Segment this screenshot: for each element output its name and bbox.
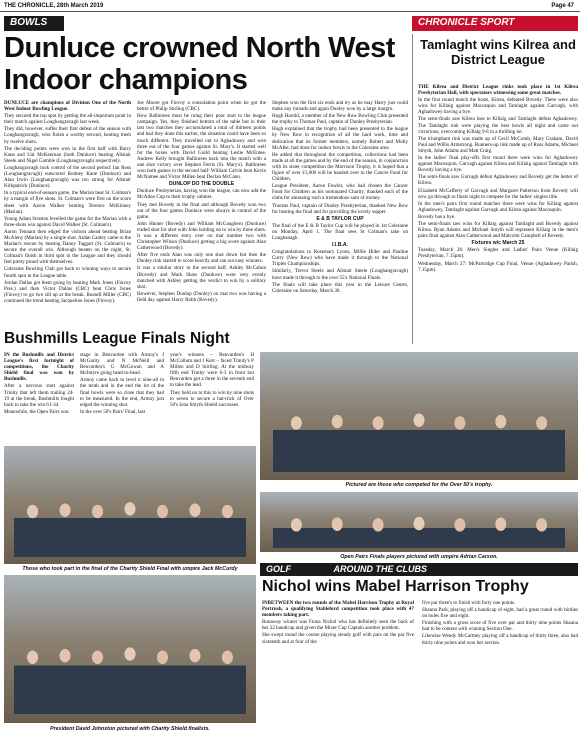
- paragraph: League President, Aaron Fowler, who had chosen the Cancer Fund for Children as his nominated Charity, thanked each of the clubs for amassing such a tremendous sum of money.: [272, 183, 408, 202]
- nichol-headline: Nichol wins Mabel Harrison Trophy: [262, 578, 529, 595]
- president-caption: President David Johnston pictured with Charity Shield finalists.: [50, 726, 210, 732]
- paragraph: The semi-finals saw Kilrea lose to Killaig and Tamlaght defeat Aghadowey. The Tamlaght rink were playing the best bowls all night and came out victorious, overcoming Killaig 9-8 in a thrilling tie.: [418, 116, 578, 135]
- paragraph: Dunluce Presbyterian, having won the league, can now add the McAdoo Cup to their trophy cabinet.: [137, 188, 266, 201]
- paragraph: After a nervous start against Trinity that left them trailing 24-19 at the break, Bushmills fought back to take the win 61-34.: [4, 383, 74, 408]
- paragraph: Stephen won the first six ends and try as he may Harry just could make any inroads and again Dunley won by a large margin.: [272, 100, 408, 113]
- paragraph: Loughangravagh took control of the second period: Ian Ross (Loughangravagh) outscored Rodney Kane (Dunluce) and Alan Irwin (Loughangravagh) was too strong for Alistair Kirkpatrick (Dunluce).: [4, 164, 131, 190]
- paragraph: In the ladies' final play-offs first round there were wins for Aghadowey against Macosquin, Garvagh against Kilrea and Killaig against Tamlaght with Bovedy having a bye.: [418, 155, 578, 174]
- nichol-col-2: [422, 600, 578, 730]
- paragraph: Armoy came back to level it nine-all in the tenth and in the end the lot of the final bowls were so close that they had to be measured. In the end, Armoy just edged the winning shot.: [80, 377, 164, 408]
- over-50s-photo: [260, 352, 578, 480]
- over-50s-caption: Pictured are those who competed for the Over 50's trophy.: [345, 482, 493, 488]
- bowls-section-tag: BOWLS: [4, 16, 64, 31]
- bushmills-col-3: [170, 352, 254, 442]
- paragraph: stage in Benvarden with Armoy's J McGarity and N McNeill and Benvarden's G McGowan and A McIntyre going head-to-head.: [80, 352, 164, 377]
- paragraph: five par three's to finish with forty one points.: [422, 600, 516, 606]
- subheading: I.I.B.A.: [332, 242, 348, 249]
- paragraph: IN the Bushmills and District League's first fortnight of competitions, the Charity Shield final was won by Bushmills.: [4, 352, 74, 383]
- paragraph: Similarly, Trevor Steele and Alistair Steele (Loughangravagh) have made it through to the over 55's National Finals.: [272, 268, 408, 281]
- around-the-clubs-label: AROUND THE CLUBS: [333, 564, 428, 574]
- open-pairs-photo: [260, 492, 578, 552]
- paragraph: She swept round the course playing steady golf with pars on the par five sixteenth and at four of the: [262, 632, 414, 645]
- paragraph: Meanwhile, the Open Pairs was: [4, 408, 69, 415]
- paragraph: The finals will take place this year in the Leisure Centre, Coleraine on Saturday, March 30.: [272, 281, 408, 294]
- paragraph: After five ends Alan was only one shot down but then the Dunley rink started to score heavily and ran out easy winners.: [137, 252, 266, 265]
- paragraph: They met Bovedy in the final and although Bovedy won two out of the four games Dunluce were always in control of the game.: [137, 201, 266, 220]
- paragraph: Hugh Harold, a member of the New Row Bowling Club presented the trophy to Thomas Paul, captain of Dunley Presbyterian.: [272, 113, 408, 126]
- side-story-body: [418, 84, 578, 346]
- paragraph: John Hunter (Bovedy) and William McGaughern (Dunluce) traded shot for shot with John holding on to win by three shots. It was a different story over on mat number two with Christopher Wilson (Dunluce) getting a big score against Alan Catherwood (Bovedy).: [137, 220, 266, 252]
- paragraph: Shauna Park, playing off a handicap of eight, had a great round with birdies on holes five and eight.: [422, 607, 578, 620]
- paragraph: Runaway winner was Fiona Nichol who has definitely seen the back of her 22 handicap and given the Mixer Cup Captain another problem.: [262, 619, 414, 632]
- bushmills-col-2: [80, 352, 164, 442]
- paragraph: The semi-finals saw Garvagh defeat Aghadowey and Bovedy get the better of Kilrea.: [418, 174, 578, 187]
- paragraph: They held on to this to win by nine shots to seven to secure a hat-trick of Over 50's Iona Smyth Shield successes.: [170, 389, 254, 408]
- paragraph: Joe Moore got Finvoy a consolation point when he got the better of Philip Stirling (CBC).: [137, 100, 266, 113]
- president-photo: [4, 575, 256, 723]
- paragraph: In the over 50's Pairs' Final, last: [80, 408, 146, 415]
- subheading: DUNLOP DO THE DOUBLE: [169, 181, 234, 188]
- paragraph: In a typical end-of-season game, the Marian beat St. Colman's by a margin of five shots. St. Colman's were first on the score sheet with Aaron Walker beating Terence McKinney (Marian).: [4, 190, 131, 215]
- paragraph: It was a similar story in the second half. Ashley McCahon (Bovedy) and Mark Shaw (Dunluce) were very evenly matched with Ashley getting the verdict to win by a solitary shot.: [137, 265, 266, 290]
- paragraph: How Ballinrees must be ruing their poor start to the league campaign. Yes, they finished bottom of the table but in their last two matches they accumulated a total of thirteen points and had they done this earlier, the situation could have been so much different. They travelled out to Aghadowey and won three out of the four games against St. Mary's. It started well for the boxes with David Guild beating Leslie McEntee. Andrew Kelly brought Ballinrees back into the match with a one shot victory over Stephen Ferris (St. Mary's). Ballinrees won both games in the second half: William Calvin beat Kevin McNamee and Victor Millen beat Declan McCann.: [137, 113, 266, 181]
- subheading: E & B TAYLOR CUP: [316, 215, 364, 222]
- masthead: [0, 0, 580, 12]
- bushmills-col-1: [4, 352, 74, 442]
- paragraph: Jordan Dallas got them going by beating Mark Jones (Finvoy Pres.) and then Victor Dallas (CBC) beat Chris Jones (Finvoy) to go two sill up at the break. Russell Miller (CBC) continued the trend beating Jacqueline Jones (Finvoy).: [4, 279, 131, 304]
- paragraph: The deciding points were won in the first half with Barry Kane and Ual McKeernan (both Dunluce) beating Alistair Steele and Nigel Gamble (Loughangravagh) respectively.: [4, 145, 131, 164]
- paragraph: They did, however, suffer their first defeat of the season with Loughangravagh, who finish a worthy second, beating them by twelve shots.: [4, 126, 131, 145]
- column-divider: [412, 34, 413, 344]
- paragraph: They secured the top spot by getting the all-important point in their match against Loughangravagh last week.: [4, 113, 131, 126]
- paragraph: INBETWEEN the two rounds of the Mabel Harrison Trophy at Royal Portrush, a qualifying Stableford competition took place with 47 members taking part.: [262, 600, 414, 619]
- chronicle-sport-tag: CHRONICLE SPORT: [412, 16, 578, 31]
- main-story-col-1: [4, 100, 131, 326]
- paragraph: However, Stephen Dunlop (Dunley) on mat two was having a field day against Harry Robb (Bovedy).: [137, 290, 266, 303]
- paragraph: The semi-finals saw wins for Killaig against Tamlaght and Bovedy against Kilrea. Ryan Adams and Michael Smyth will represent Killaig in the men's pairs final against Alan Catherwood and Malcolm Campbell of Bovedy.: [418, 220, 578, 240]
- main-story-col-3: [272, 100, 408, 326]
- main-story-col-2: [137, 100, 266, 326]
- paragraph: Thomas Paul, captain of Dunley Presbyterian, thanked New Row for hosting the final and for providing the lovely supper.: [272, 202, 408, 215]
- paragraph: Aaron Tennant then edged the visitors ahead beating Brian McAleny (Marian) by a single shot. Aidan Canley came to the Marian's rescue by beating Danny Taggart (St. Colman's) to secure the overall win. Although beaten on the night, St. Colman's finish in third spot in the League and they should feel pretty proud with themselves.: [4, 228, 131, 266]
- paragraph: year's winners – Benvarden's H McCollum and J Kerr – faced Trinity's P Millen and D Stirling. At the midway fifth end Trinity were 6-3 in front but Benvarden got a three in the seventh end to take the lead.: [170, 352, 254, 389]
- paragraph: The final of the E & B Taylor Cup will be played in 1st Coleraine on Monday, April 1. The final sees St Colman's take on Loughanagh.: [272, 222, 408, 241]
- paragraph: In the men's pairs first round matches there were wins for Killaig against Aghadowey, Tamlaght against Garvagh and Kilrea against Macosquin.: [418, 200, 578, 213]
- paragraph: Bovedy has a bye.: [418, 213, 456, 220]
- paragraph: He added that throughout the competition, collections had been made at all the games and by the end of the season, in conjunction with its sister competition the Morrison Trophy, it is hoped that a figure of over £1,000 will be handed over to the Cancer Fund for Children.: [272, 151, 408, 183]
- charity-shield-caption: Those who took part in the final of the Charity Shield Final with umpire Jack McCurdy: [22, 566, 238, 572]
- side-headline: Tamlaght wins Kilrea and District League: [420, 37, 576, 67]
- paragraph: Young Adam Stratton levelled the game for the Marian with a three-shots win against David Walker (St. Colman's).: [4, 215, 131, 228]
- nichol-col-1: [262, 600, 414, 730]
- paragraph: THE Kilrea and District League rinks took place in 1st Kilrea Presbyterian Hall, with spectators witnessing some great matches.: [418, 84, 578, 97]
- paragraph: Coleraine Bowling Club got back to winning ways to secure fourth spot in the League table.: [4, 266, 131, 279]
- paragraph: DUNLUCE are champions of Division One of the North West Indoor Bowling League.: [4, 100, 131, 113]
- golf-section-tag: [260, 563, 578, 576]
- paragraph: In the first round match the hosts, Kilrea, defeated Bovedy. There were also wins for Killaig against Macosquin and Tamlaght against Garvagh, with Aghadowey having a bye.: [418, 97, 578, 116]
- charity-shield-photo: [4, 446, 256, 564]
- paragraph: Wednesday, March 27: McPartridge Cup Final, Venue (Aghadowey Parish, 7.15pm).: [418, 260, 578, 273]
- bushmills-headline: Bushmills League Finals Night: [4, 330, 230, 347]
- paragraph: Elizabeth McCafferty of Garvagh and Margaret Patterson from Bovedy will now go through to finals night to compete for the ladies' singles title.: [418, 187, 578, 200]
- main-headline: Dunluce crowned North West Indoor champions: [4, 32, 395, 96]
- page-number: Page 47: [551, 3, 574, 9]
- paragraph: The triumphant rink was made up of Cecil McComb, Mary Graham, David Paul and Willis Armstrong. Runners-up rink made up of Ross Adams, Michael Smyth, John Adams and Matt Craig.: [418, 135, 578, 154]
- fixtures-heading: Fixtures w/c March 25: [471, 240, 525, 247]
- masthead-date: THE CHRONICLE, 28th March 2019: [4, 3, 104, 9]
- paragraph: Likewise Wendy McCartney playing off a handicap of thirty three, also had thirty nine points and won her section.: [422, 633, 578, 646]
- paragraph: Tuesday, March 26: Men's Singles and Ladies' Pairs Venue (Killaig Presbyterian, 7.15pm).: [418, 247, 578, 260]
- golf-label: GOLF: [266, 564, 291, 574]
- paragraph: Hugh explained that the trophy had been presented to the league by New Row in recognition of all the hard work, time and dedication that its former members, namely Robert and Molly McAfee, had done for indoor bowls in the Coleraine area.: [272, 126, 408, 151]
- open-pairs-caption: Open Pairs Finals players pictured with umpire Adrian Carson.: [340, 554, 498, 560]
- paragraph: Congratulations to Rosemary Lyons, Millie Hider and Pauline Curry (New Row) who have made it through to the National Triples Championships.: [272, 249, 408, 268]
- paragraph: Finishing with a gross score of five over par and thirty nine points Shauna had to be content with winning Section One.: [422, 620, 578, 633]
